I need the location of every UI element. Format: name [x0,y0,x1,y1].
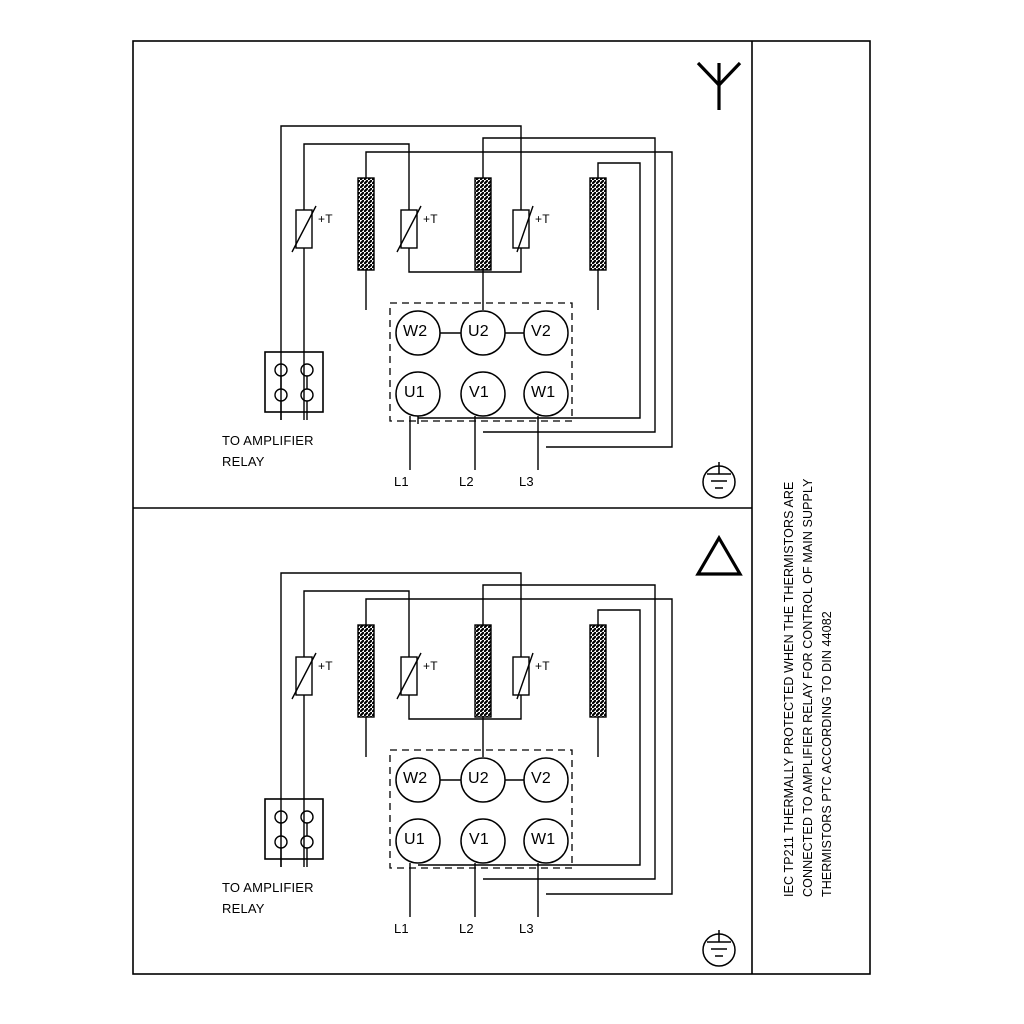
terminal-u1: U1 [404,384,425,401]
amplifier-relay-text-line1: TO AMPLIFIER [222,880,314,895]
supply-leads [410,416,538,470]
wye-symbol-icon [698,63,740,110]
terminal-v2: V2 [531,323,551,340]
terminal-box-outline [390,303,572,421]
thermistor-label-2: +T [423,212,438,226]
terminal-w2: W2 [403,770,428,787]
thermistor-label-3: +T [535,212,550,226]
terminal-w1: W1 [531,831,556,848]
terminal-w2: W2 [403,323,428,340]
earth-ground-icon [703,930,735,966]
supply-label-l1: L1 [394,474,409,489]
terminal-u2: U2 [468,770,489,787]
outer-frame [133,41,870,974]
side-note-line3: THERMISTORS PTC ACCORDING TO DIN 44082 [820,611,834,897]
star-panel-graphics [265,63,740,498]
terminal-v1: V1 [469,384,489,401]
terminal-box-outline [390,750,572,868]
delta-panel-graphics [265,538,740,966]
amplifier-relay-text-line2: RELAY [222,901,265,916]
supply-leads [410,863,538,917]
thermistor-label-1: +T [318,659,333,673]
thermistor-label-2: +T [423,659,438,673]
side-note-line2: CONNECTED TO AMPLIFIER RELAY FOR CONTROL OF MAIN SUPPLY [801,478,815,897]
terminal-u1: U1 [404,831,425,848]
terminal-v2: V2 [531,770,551,787]
thermistor-wiring [281,573,521,867]
earth-ground-icon [703,462,735,498]
supply-label-l1: L1 [394,921,409,936]
supply-label-l2: L2 [459,474,474,489]
amplifier-relay-text-line2: RELAY [222,454,265,469]
side-note-line1: IEC TP211 THERMALLY PROTECTED WHEN THE THERMISTORS ARE [782,481,796,897]
thermistor-wiring [281,126,521,420]
supply-label-l3: L3 [519,474,534,489]
supply-label-l3: L3 [519,921,534,936]
terminal-v1: V1 [469,831,489,848]
amplifier-terminal-block [265,352,323,420]
amplifier-relay-text-line1: TO AMPLIFIER [222,433,314,448]
terminal-u2: U2 [468,323,489,340]
delta-symbol-icon [698,538,740,574]
amplifier-terminal-block [265,799,323,867]
supply-label-l2: L2 [459,921,474,936]
motor-coils [358,170,606,310]
motor-coils [358,617,606,757]
thermistor-label-3: +T [535,659,550,673]
terminal-w1: W1 [531,384,556,401]
thermistor-label-1: +T [318,212,333,226]
